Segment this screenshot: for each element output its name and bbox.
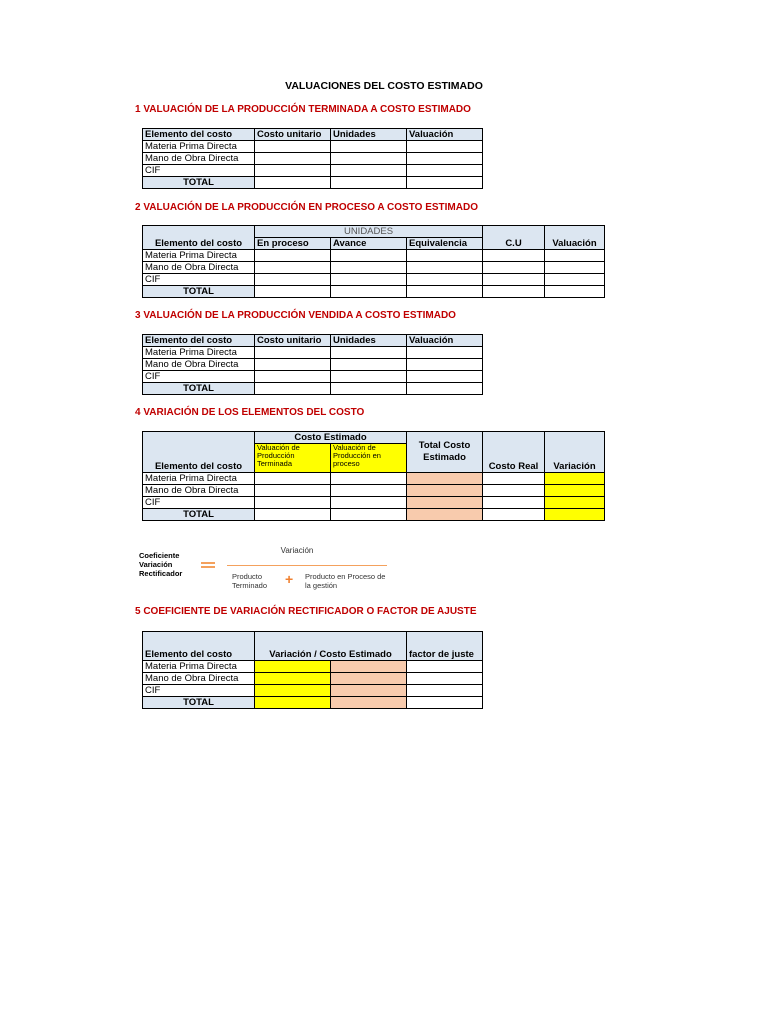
cell[interactable] xyxy=(255,685,331,697)
section-4-heading: 4 VARIACIÓN DE LOS ELEMENTOS DEL COSTO xyxy=(135,407,365,418)
cell[interactable] xyxy=(483,497,545,509)
col-header: factor de juste xyxy=(407,632,483,661)
row-label: Mano de Obra Directa xyxy=(143,673,255,685)
total-row xyxy=(143,509,605,521)
sub-header: Valuación de Producción Terminada xyxy=(255,444,331,473)
cell[interactable] xyxy=(331,286,407,298)
table-row xyxy=(143,497,605,509)
cell[interactable] xyxy=(255,383,331,395)
formula-numerator: Variación xyxy=(280,546,314,555)
table-row xyxy=(143,473,605,485)
cell[interactable] xyxy=(545,286,605,298)
col-header: Variación / Costo Estimado xyxy=(255,632,407,661)
cell[interactable] xyxy=(407,497,483,509)
cell[interactable] xyxy=(407,274,483,286)
total-label: TOTAL xyxy=(143,697,255,709)
cell[interactable] xyxy=(407,165,483,177)
cell[interactable] xyxy=(483,485,545,497)
row-label: Mano de Obra Directa xyxy=(143,262,255,274)
formula-denominator-2: Producto en Proceso de la gestión xyxy=(305,572,386,590)
table-row xyxy=(143,359,483,371)
table-row xyxy=(143,347,483,359)
cell[interactable] xyxy=(407,286,483,298)
cell[interactable] xyxy=(407,673,483,685)
cell[interactable] xyxy=(331,177,407,189)
cell[interactable] xyxy=(255,359,331,371)
total-label: TOTAL xyxy=(143,286,255,298)
section-3-heading: 3 VALUACIÓN DE LA PRODUCCIÓN VENDIDA A COSTO ESTIMADO xyxy=(135,310,456,321)
cell[interactable] xyxy=(255,153,331,165)
table-produccion-proceso xyxy=(142,225,605,298)
cell[interactable] xyxy=(255,509,331,521)
cell[interactable] xyxy=(255,473,331,485)
cell[interactable] xyxy=(407,661,483,673)
cell[interactable] xyxy=(483,473,545,485)
cell[interactable] xyxy=(407,141,483,153)
cell[interactable] xyxy=(255,262,331,274)
group-header: UNIDADES xyxy=(255,226,483,238)
cell[interactable] xyxy=(407,473,483,485)
cell[interactable] xyxy=(255,371,331,383)
equals-icon xyxy=(201,562,215,570)
row-label: Materia Prima Directa xyxy=(143,473,255,485)
cell[interactable] xyxy=(545,274,605,286)
row-label: CIF xyxy=(143,497,255,509)
total-label: TOTAL xyxy=(143,509,255,521)
cell[interactable] xyxy=(255,286,331,298)
table-row xyxy=(143,141,483,153)
cell[interactable] xyxy=(331,250,407,262)
col-header: C.U xyxy=(483,226,545,250)
row-label: CIF xyxy=(143,274,255,286)
cell[interactable] xyxy=(483,286,545,298)
cell[interactable] xyxy=(331,165,407,177)
fraction-bar xyxy=(227,565,387,566)
cell[interactable] xyxy=(255,250,331,262)
cell[interactable] xyxy=(331,153,407,165)
cell[interactable] xyxy=(331,497,407,509)
table-variacion-elementos xyxy=(142,431,605,521)
cell[interactable] xyxy=(331,371,407,383)
section-5-heading: 5 COEFICIENTE DE VARIACIÓN RECTIFICADOR O FACTOR DE AJUSTE xyxy=(135,606,477,617)
table-row xyxy=(143,661,483,673)
cell[interactable] xyxy=(331,673,407,685)
cell[interactable] xyxy=(407,383,483,395)
cell[interactable] xyxy=(407,509,483,521)
col-header: Unidades xyxy=(331,129,407,141)
col-header: En proceso xyxy=(255,238,331,250)
total-label: TOTAL xyxy=(143,383,255,395)
cell[interactable] xyxy=(255,177,331,189)
col-header: Costo unitario xyxy=(255,129,331,141)
row-label: Mano de Obra Directa xyxy=(143,359,255,371)
cell[interactable] xyxy=(255,347,331,359)
cell[interactable] xyxy=(407,485,483,497)
col-header: Elemento del costo xyxy=(143,129,255,141)
cell[interactable] xyxy=(331,485,407,497)
formula-denominator-1: Producto Terminado xyxy=(232,572,268,590)
col-header: Unidades xyxy=(331,335,407,347)
cell[interactable] xyxy=(407,697,483,709)
row-label: CIF xyxy=(143,685,255,697)
group-header: Costo Estimado xyxy=(255,432,407,444)
row-label: CIF xyxy=(143,371,255,383)
table-row xyxy=(143,165,483,177)
cell[interactable] xyxy=(407,177,483,189)
col-header: Elemento del costo xyxy=(143,632,255,661)
cell[interactable] xyxy=(407,371,483,383)
cell[interactable] xyxy=(545,497,605,509)
section-2-heading: 2 VALUACIÓN DE LA PRODUCCIÓN EN PROCESO A COSTO ESTIMADO xyxy=(135,202,478,213)
col-header: Variación xyxy=(545,432,605,473)
table-row xyxy=(143,673,483,685)
total-label: TOTAL xyxy=(143,177,255,189)
cell[interactable] xyxy=(545,262,605,274)
cell[interactable] xyxy=(545,473,605,485)
cell[interactable] xyxy=(331,509,407,521)
cell[interactable] xyxy=(331,661,407,673)
cell[interactable] xyxy=(331,697,407,709)
cell[interactable] xyxy=(483,250,545,262)
cell[interactable] xyxy=(331,141,407,153)
table-produccion-terminada xyxy=(142,128,483,189)
table-produccion-vendida xyxy=(142,334,483,395)
table-row xyxy=(143,262,605,274)
col-header: Elemento del costo xyxy=(143,432,255,473)
row-label: Mano de Obra Directa xyxy=(143,485,255,497)
table-coeficiente xyxy=(142,631,483,709)
row-label: Materia Prima Directa xyxy=(143,250,255,262)
total-row xyxy=(143,286,605,298)
cell[interactable] xyxy=(255,661,331,673)
cell[interactable] xyxy=(255,165,331,177)
formula-diagram xyxy=(137,540,389,595)
col-header: Costo Real xyxy=(483,432,545,473)
cell[interactable] xyxy=(331,262,407,274)
col-header: Elemento del costo xyxy=(143,226,255,250)
row-label: Materia Prima Directa xyxy=(143,141,255,153)
total-row xyxy=(143,383,483,395)
section-1-heading: 1 VALUACIÓN DE LA PRODUCCIÓN TERMINADA A COSTO ESTIMADO xyxy=(135,104,471,115)
formula-label: Coeficiente Variación Rectificador xyxy=(139,551,183,578)
cell[interactable] xyxy=(331,359,407,371)
cell[interactable] xyxy=(407,262,483,274)
cell[interactable] xyxy=(331,383,407,395)
row-label: Materia Prima Directa xyxy=(143,347,255,359)
col-header: Total Costo Estimado xyxy=(407,432,483,473)
plus-icon: + xyxy=(285,571,294,587)
cell[interactable] xyxy=(255,485,331,497)
cell[interactable] xyxy=(407,685,483,697)
col-header: Valuación xyxy=(407,129,483,141)
col-header: Valuación xyxy=(407,335,483,347)
total-row xyxy=(143,177,483,189)
cell[interactable] xyxy=(545,509,605,521)
cell[interactable] xyxy=(545,485,605,497)
page-title: VALUACIONES DEL COSTO ESTIMADO xyxy=(285,80,483,92)
table-row xyxy=(143,250,605,262)
cell[interactable] xyxy=(407,359,483,371)
table-row xyxy=(143,685,483,697)
col-header: Elemento del costo xyxy=(143,335,255,347)
cell[interactable] xyxy=(407,153,483,165)
col-header: Valuación xyxy=(545,226,605,250)
row-label: Materia Prima Directa xyxy=(143,661,255,673)
sub-header: Valuación de Producción en proceso xyxy=(331,444,407,473)
table-row xyxy=(143,485,605,497)
col-header: Equivalencia xyxy=(407,238,483,250)
cell[interactable] xyxy=(545,250,605,262)
col-header: Avance xyxy=(331,238,407,250)
cell[interactable] xyxy=(255,497,331,509)
total-row xyxy=(143,697,483,709)
cell[interactable] xyxy=(255,697,331,709)
cell[interactable] xyxy=(331,473,407,485)
cell[interactable] xyxy=(407,250,483,262)
cell[interactable] xyxy=(255,673,331,685)
cell[interactable] xyxy=(255,141,331,153)
cell[interactable] xyxy=(331,347,407,359)
table-row xyxy=(143,274,605,286)
table-row xyxy=(143,371,483,383)
row-label: Mano de Obra Directa xyxy=(143,153,255,165)
cell[interactable] xyxy=(483,262,545,274)
table-row xyxy=(143,153,483,165)
cell[interactable] xyxy=(407,347,483,359)
cell[interactable] xyxy=(483,509,545,521)
cell[interactable] xyxy=(483,274,545,286)
cell[interactable] xyxy=(331,274,407,286)
col-header: Costo unitario xyxy=(255,335,331,347)
cell[interactable] xyxy=(331,685,407,697)
cell[interactable] xyxy=(255,274,331,286)
row-label: CIF xyxy=(143,165,255,177)
